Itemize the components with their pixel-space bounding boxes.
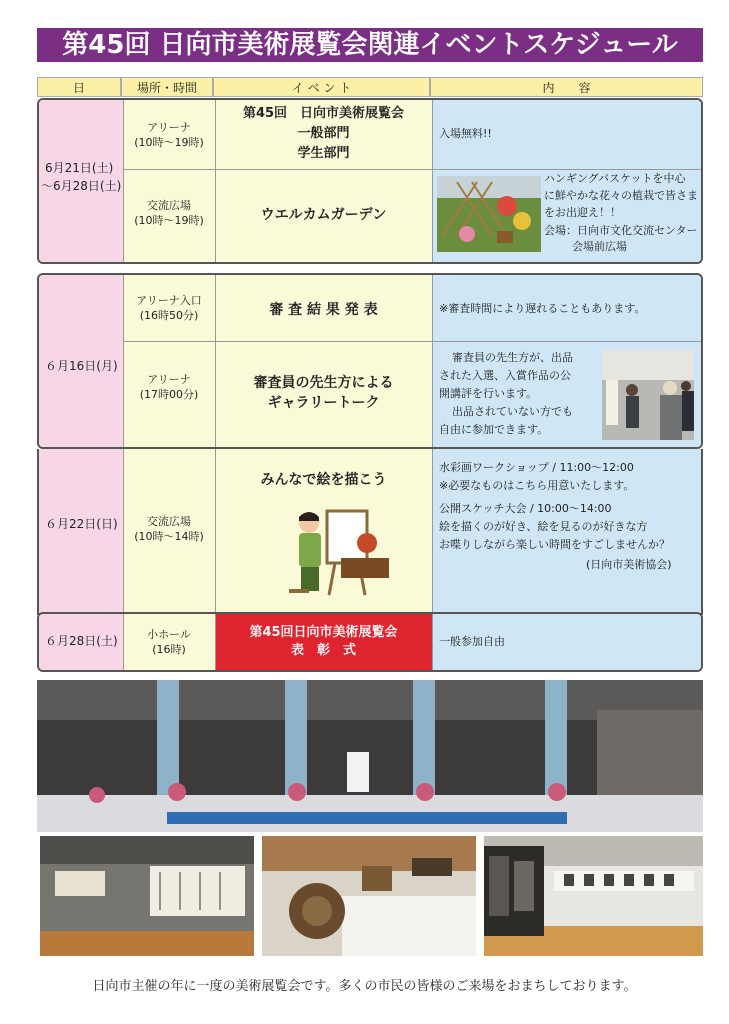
header-date: 日 [37,77,121,97]
schedule-block-1 [37,98,703,264]
award-title-line: 第45回日向市美術展覧会 [249,625,398,640]
event-title-line: ギャラリートーク [267,395,380,411]
schedule-block-3 [37,449,703,615]
place-time: (10時～19時) [134,136,204,149]
calligraphy-exhibit-photo [40,836,254,956]
footer-message: 日向市主催の年に一度の美術展覧会です。多くの市民の皆様のご来場をおまちしております。 [92,979,637,994]
header-content: 内 容 [430,77,703,97]
venue-photo [37,680,703,832]
content-text: ※必要なものはこちら用意いたします。 [439,479,635,492]
painting-illustration [279,503,389,599]
content-text: お喋りしながら楽しい時間をすごしませんか？ [439,538,670,551]
header-place: 場所・時間 [121,77,213,97]
place-label: 交流広場 [147,199,191,212]
sculpture-exhibit-photo [262,836,476,956]
award-title-line: 表 彰 式 [290,643,356,658]
content-text: をお出迎え！！ [544,206,621,219]
content-text: 会場：日向市文化交流センター [544,224,698,237]
gallery-talk-photo [602,350,694,440]
content-text: 開講評を行います。 [439,387,538,400]
place-label: アリーナ [147,373,191,386]
place-time: (16時) [152,643,186,656]
gallery-hall-photo [484,836,703,956]
place-label: アリーナ入口 [136,294,202,307]
garden-photo [437,176,541,252]
event-title-line: 審査員の先生方による [253,375,394,391]
event-title: ウエルカムガーデン [260,207,387,223]
content-text: ※審査時間により遅れることもあります。 [439,302,646,315]
event-title: 審 査 結 果 発 表 [269,302,378,318]
content-text: 入場無料!! [439,127,492,140]
header-event: イ ベ ン ト [213,77,430,97]
place-label: 交流広場 [147,515,191,528]
date-start: 6月21日(土) [45,161,114,175]
content-text: 水彩画ワークショップ / 11:00～12:00 [439,461,634,474]
content-text: 自由に参加できます。 [439,423,549,436]
event-title: みんなで絵を描こう [260,472,387,488]
content-text: ハンギングバスケットを中心 [544,172,686,185]
place-time: (16時50分) [139,309,199,322]
schedule-block-2 [37,273,703,449]
schedule-block-4 [37,612,703,672]
content-text: 審査員の先生方が、出品 [452,351,573,364]
content-text: 出品されていない方でも [452,405,573,418]
date: ６月22日(日) [45,517,118,531]
content-text: (日向市美術協会) [586,558,672,571]
place-time: (17時00分) [139,388,199,401]
event-title-line: 学生部門 [297,146,350,161]
content-text: に鮮やかな花々の植栽で皆さま [544,189,698,202]
event-title-line: 一般部門 [297,126,350,141]
date: ６月28日(土) [45,634,118,648]
content-text: 絵を描くのが好き、絵を見るのが好きな方 [439,520,648,533]
page-title: 第45回 日向市美術展覧会関連イベントスケジュール [37,28,703,62]
date: ６月16日(月) [45,359,118,373]
content-text: 公開スケッチ大会 / 10:00～14:00 [439,502,612,515]
place-label: 小ホール [147,628,191,641]
content-text: 会場前広場 [572,240,627,253]
date-end: ～6月28日(土) [41,179,122,193]
event-title-line: 第45回 日向市美術展覧会 [242,106,405,121]
content-text: された入選、入賞作品の公 [439,369,571,382]
place-time: (10時～14時) [134,530,204,543]
content-text: 一般参加自由 [439,635,505,648]
place-time: (10時～19時) [134,214,204,227]
place-label: アリーナ [147,121,191,134]
